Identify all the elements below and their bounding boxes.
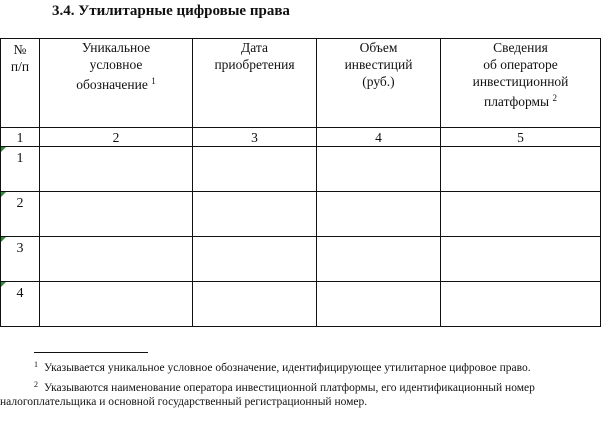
row-number: 4 — [16, 286, 24, 301]
header-acquisition-date — [193, 39, 317, 128]
column-number-cell: 2 — [40, 128, 193, 147]
footnote-ref: 2 — [552, 93, 558, 103]
footnote-1 — [34, 357, 531, 376]
column-number-cell: 3 — [193, 128, 317, 147]
header-line: Уникальное — [81, 40, 151, 55]
header-line: инвестиционной — [472, 74, 569, 89]
header-line: № — [13, 42, 27, 57]
column-number-cell: 4 — [317, 128, 441, 147]
header-investment-volume — [317, 39, 441, 128]
header-line: Объем — [359, 40, 398, 55]
footnote-separator — [34, 352, 148, 353]
header-platform-operator — [441, 39, 601, 128]
table-cell[interactable] — [317, 147, 441, 192]
table-cell[interactable] — [441, 147, 601, 192]
table-cell[interactable] — [193, 147, 317, 192]
row-number-cell — [1, 192, 40, 237]
row-number: 2 — [16, 196, 24, 211]
row-number: 3 — [16, 241, 24, 256]
header-line: условное — [89, 57, 143, 72]
table-cell[interactable] — [193, 282, 317, 327]
table-row — [1, 237, 601, 282]
column-number-cell: 1 — [1, 128, 40, 147]
table-cell[interactable] — [193, 192, 317, 237]
header-line: обозначение — [76, 77, 148, 92]
header-line: п/п — [10, 59, 30, 74]
cell-marker-icon — [1, 147, 6, 152]
table-cell[interactable] — [40, 147, 193, 192]
digital-rights-table — [0, 38, 601, 327]
header-line: Дата — [241, 40, 268, 55]
table-cell[interactable] — [441, 237, 601, 282]
header-line: платформы — [483, 94, 550, 109]
table-cell[interactable] — [40, 237, 193, 282]
cell-marker-icon — [1, 282, 6, 287]
table-cell[interactable] — [193, 237, 317, 282]
table-cell[interactable] — [40, 282, 193, 327]
table-header-row — [1, 39, 601, 128]
header-unique-designation — [40, 39, 193, 128]
column-number-row — [1, 128, 601, 147]
table-row — [1, 282, 601, 327]
table-cell[interactable] — [441, 282, 601, 327]
table-cell[interactable] — [317, 282, 441, 327]
row-number-cell — [1, 282, 40, 327]
header-line: инвестиций — [344, 57, 413, 72]
column-number-cell: 5 — [441, 128, 601, 147]
table-cell[interactable] — [317, 192, 441, 237]
row-number-cell — [1, 237, 40, 282]
header-line: об операторе — [483, 57, 558, 72]
table-row — [1, 192, 601, 237]
table-cell[interactable] — [441, 192, 601, 237]
table-cell[interactable] — [40, 192, 193, 237]
footnote-2-continuation: налогоплательщика и основной государственный регистрационный номер. — [0, 396, 368, 408]
row-number: 1 — [16, 151, 24, 166]
cell-marker-icon — [1, 237, 6, 242]
header-number — [1, 39, 40, 128]
footnote-text: Указываются наименование оператора инвестиционной платформы, его идентификационный номер — [44, 382, 535, 394]
cell-marker-icon — [1, 192, 6, 197]
footnote-mark: 2 — [34, 380, 38, 389]
header-line: Сведения — [493, 40, 548, 55]
table-row — [1, 147, 601, 192]
header-line: (руб.) — [362, 74, 395, 89]
header-line: приобретения — [214, 57, 295, 72]
row-number-cell — [1, 147, 40, 192]
table-cell[interactable] — [317, 237, 441, 282]
footnote-text: Указывается уникальное условное обозначение, идентифицирующее утилитарное цифровое право. — [44, 362, 531, 374]
section-title: 3.4. Утилитарные цифровые права — [52, 3, 290, 19]
footnote-ref: 1 — [151, 76, 156, 86]
footnote-mark: 1 — [34, 360, 38, 369]
